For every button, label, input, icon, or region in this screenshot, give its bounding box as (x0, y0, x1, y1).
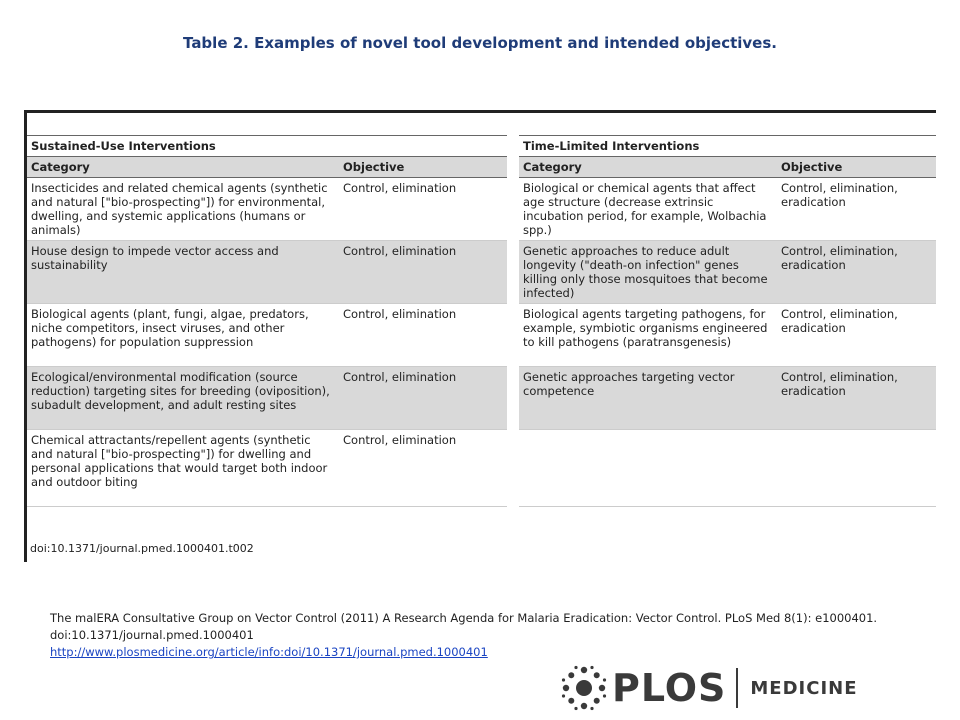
objective-cell: Control, elimination, eradication (777, 367, 936, 430)
top-rule (24, 110, 936, 113)
category-cell: Genetic approaches to reduce adult longevity ("death-on infection" genes killing only those mosquitoes that become infected) (519, 241, 777, 304)
category-cell: Chemical attractants/repellent agents (synthetic and natural ["bio-prospecting"]) for dwelling and personal applications that would target both indoor and outdoor biting (27, 430, 339, 507)
logo-journal-text: MEDICINE (750, 677, 858, 699)
logo-separator (736, 668, 738, 708)
category-cell: Insecticides and related chemical agents (synthetic and natural ["bio-prospecting"]) for environmental, dwelling, and systemic applications (humans or animals) (27, 178, 339, 241)
citation-line-2: doi:10.1371/journal.pmed.1000401 (50, 628, 254, 642)
logo-brand-text: PLOS (612, 666, 727, 710)
category-cell: House design to impede vector access and sustainability (27, 241, 339, 304)
table-row (27, 241, 936, 304)
interventions-table (27, 135, 936, 507)
table-doi: doi:10.1371/journal.pmed.1000401.t002 (30, 542, 254, 555)
plos-medicine-logo (560, 662, 858, 714)
table-row (27, 178, 936, 241)
citation-link[interactable]: http://www.plosmedicine.org/article/info:doi/10.1371/journal.pmed.1000401 (50, 645, 488, 659)
category-cell: Genetic approaches targeting vector competence (519, 367, 777, 430)
group-header-row (27, 136, 936, 157)
col-objective-2: Objective (777, 157, 936, 178)
category-cell: Biological or chemical agents that affect age structure (decrease extrinsic incubation period, for example, Wolbachia spp.) (519, 178, 777, 241)
category-cell: Ecological/environmental modification (source reduction) targeting sites for breeding (oviposition), subadult development, and adult resting sites (27, 367, 339, 430)
category-cell (519, 430, 777, 507)
objective-cell: Control, elimination, eradication (777, 241, 936, 304)
slide-title: Table 2. Examples of novel tool development and intended objectives. (183, 34, 777, 52)
objective-cell: Control, elimination, eradication (777, 178, 936, 241)
objective-cell: Control, elimination (339, 304, 507, 367)
objective-cell: Control, elimination (339, 430, 507, 507)
table-image (24, 110, 936, 562)
column-header-row (27, 157, 936, 178)
col-category-1: Category (27, 157, 339, 178)
col-category-2: Category (519, 157, 777, 178)
col-objective-1: Objective (339, 157, 507, 178)
citation (50, 610, 930, 661)
category-cell: Biological agents (plant, fungi, algae, predators, niche competitors, insect viruses, and other pathogens) for population suppression (27, 304, 339, 367)
table-row (27, 367, 936, 430)
group-time-limited: Time-Limited Interventions (519, 136, 936, 157)
objective-cell: Control, elimination, eradication (777, 304, 936, 367)
objective-cell: Control, elimination (339, 367, 507, 430)
group-sustained: Sustained-Use Interventions (27, 136, 507, 157)
objective-cell: Control, elimination (339, 178, 507, 241)
plos-dots-icon (560, 664, 608, 712)
objective-cell (777, 430, 936, 507)
objective-cell: Control, elimination (339, 241, 507, 304)
table-row (27, 304, 936, 367)
category-cell: Biological agents targeting pathogens, for example, symbiotic organisms engineered to kill pathogens (paratransgenesis) (519, 304, 777, 367)
table-row (27, 430, 936, 507)
citation-line-1: The malERA Consultative Group on Vector Control (2011) A Research Agenda for Malaria Eradication: Vector Control. PLoS Med 8(1): e1000401. (50, 611, 878, 625)
